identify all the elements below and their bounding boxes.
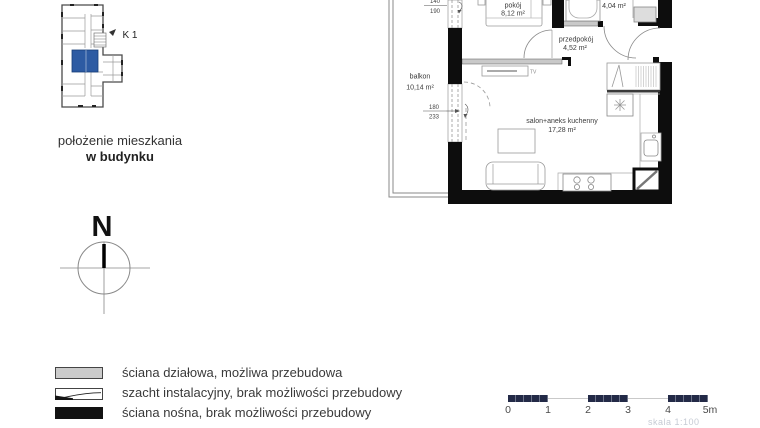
installation-shaft bbox=[634, 169, 660, 191]
staircase-label: K 1 bbox=[122, 30, 138, 41]
legend-row-load-bearing bbox=[55, 406, 402, 419]
balcony-railing bbox=[389, 0, 449, 197]
scale-tick: 2 bbox=[585, 404, 591, 416]
svg-text:190: 190 bbox=[429, 9, 441, 15]
scale-bar-segment bbox=[668, 395, 708, 402]
install-shaft-swatch bbox=[55, 387, 103, 399]
scale-bar-segment bbox=[508, 395, 548, 402]
scale-tick: 3 bbox=[625, 404, 631, 416]
pokoj-door-arc bbox=[524, 30, 552, 58]
sink-bowl bbox=[644, 140, 658, 156]
room-label-salon: salon+aneks kuchenny bbox=[526, 118, 598, 125]
scale-note: skala 1:100 bbox=[648, 417, 700, 427]
coffee-table bbox=[498, 129, 535, 153]
nightstand-left bbox=[478, 0, 485, 5]
sofa bbox=[486, 162, 545, 190]
caption-line1: położenie mieszkania bbox=[57, 133, 183, 148]
load-bearing-swatch bbox=[55, 407, 103, 419]
svg-text:140: 140 bbox=[429, 0, 441, 6]
stove bbox=[563, 174, 611, 191]
scale-tick: 0 bbox=[505, 404, 511, 416]
legend-label: szacht instalacyjny, brak możliwości przebudowy bbox=[122, 385, 403, 400]
highlighted-apartment bbox=[72, 50, 98, 72]
window-pokoj bbox=[448, 0, 462, 28]
legend-row-shaft bbox=[55, 386, 402, 399]
svg-text:233: 233 bbox=[428, 114, 440, 121]
room-area-balkon: 10,14 m² bbox=[406, 84, 434, 92]
entry-door-arc bbox=[628, 28, 660, 60]
room-area-pokoj: 8,12 m² bbox=[501, 10, 525, 18]
svg-text:180: 180 bbox=[428, 105, 440, 111]
snowflake-icon bbox=[614, 99, 626, 111]
locator-caption bbox=[30, 133, 210, 164]
north-label: N bbox=[91, 211, 113, 243]
scale-tick: 1 bbox=[545, 404, 551, 416]
balcony-door-arc bbox=[464, 82, 490, 108]
room-area-przedpokoj: 4,52 m² bbox=[563, 45, 587, 52]
legend bbox=[55, 366, 402, 419]
scale-tick: 4 bbox=[665, 404, 671, 416]
room-label-przedpokoj: przedpokój bbox=[558, 36, 594, 44]
scale-tick: 5m bbox=[702, 404, 718, 416]
legend-label: ściana działowa, możliwa przebudowa bbox=[122, 365, 343, 380]
nightstand-right bbox=[543, 0, 551, 5]
room-label-pokoj: pokój bbox=[504, 2, 522, 10]
caption-line2: w budynku bbox=[86, 149, 154, 164]
washing-machine bbox=[634, 7, 656, 22]
room-area-salon: 17,28 m² bbox=[548, 127, 576, 134]
furniture bbox=[478, 0, 661, 191]
partition-wall-swatch bbox=[55, 367, 103, 379]
room-area-lazienka: 4,04 m² bbox=[602, 3, 626, 10]
legend-row-partition bbox=[55, 366, 402, 379]
north-compass bbox=[58, 206, 153, 318]
floor-plan bbox=[380, 0, 680, 212]
legend-label: ściana nośna, brak możliwości przebudowy bbox=[122, 405, 372, 420]
tv-label: TV bbox=[530, 69, 537, 76]
building-locator-diagram bbox=[50, 2, 145, 117]
staircase-arrow-icon bbox=[109, 29, 116, 36]
scale-bar-segment bbox=[588, 395, 628, 402]
bathroom-door-arc bbox=[604, 26, 636, 58]
staircase-symbol bbox=[94, 33, 106, 47]
room-label-balkon: balkon bbox=[409, 73, 431, 81]
